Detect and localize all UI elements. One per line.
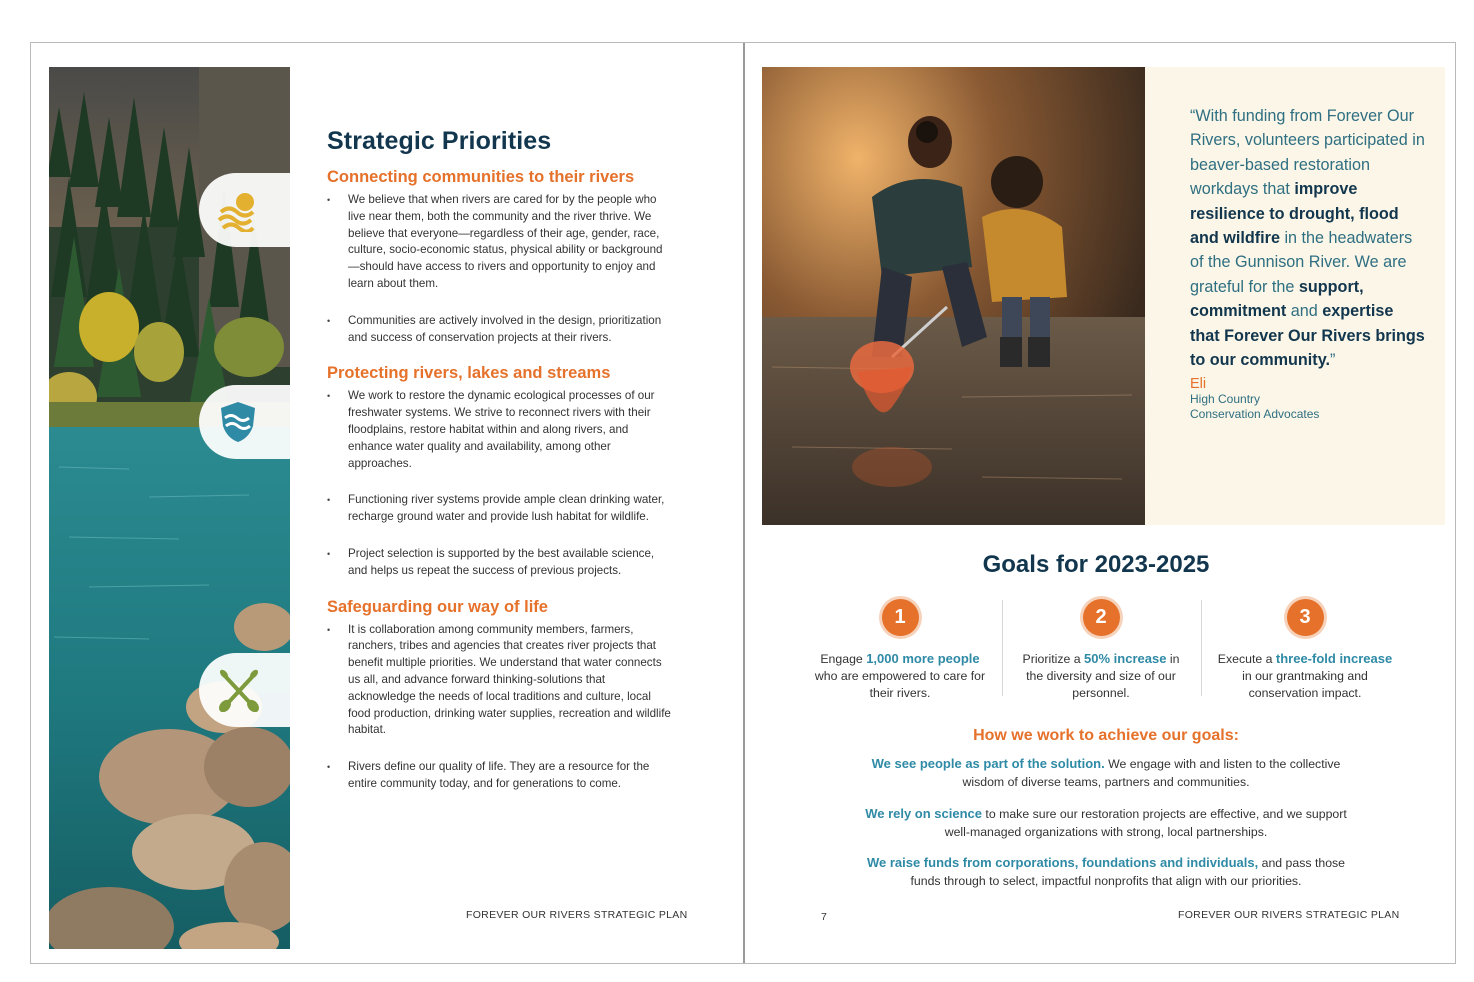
page-footer: FOREVER OUR RIVERS STRATEGIC PLAN xyxy=(1178,909,1400,921)
goal-item xyxy=(1207,599,1403,702)
quote-text: “With funding from Forever Our Rivers, volunteers participated in beaver-based restoration workdays that xyxy=(1190,107,1425,199)
goal-text xyxy=(1003,650,1199,702)
icon-tab-connect xyxy=(199,173,291,247)
quote-author-name: Eli xyxy=(1190,376,1207,393)
page-footer: FOREVER OUR RIVERS STRATEGIC PLAN xyxy=(466,909,688,921)
list-item: • Communities are actively involved in the design, prioritization and success of conservation projects at their rivers. xyxy=(327,313,672,347)
list-item: • We believe that when rivers are cared for by the people who live near them, both the community and the river thrive. We believe that everyone—regardless of their age, gender, race, culture, socio-economic status, physical ability or background—should have access to rivers and opportunity to enjoy and learn about them. xyxy=(327,192,672,293)
list-item: • Functioning river systems provide ample clean drinking water, recharge ground water and provide lush habitat for wildlife. xyxy=(327,492,672,526)
goals-title: Goals for 2023-2025 xyxy=(982,551,1210,578)
list-item: • Rivers define our quality of life. They are a resource for the entire community today, and for generations to come. xyxy=(327,759,672,793)
how-text: We engage with and listen to the collective wisdom of diverse teams, partners and communities. xyxy=(962,757,1341,789)
how-text: and pass those funds through to select, impactful nonprofits that align with our priorities. xyxy=(910,856,1346,888)
goal-divider xyxy=(1201,600,1202,696)
quote-highlight: expertise that Forever Our Rivers brings to our community. xyxy=(1190,302,1425,370)
goal-number-badge: 2 xyxy=(1083,599,1120,636)
goal-text xyxy=(1207,650,1403,702)
how-text: to make sure our restoration projects are effective, and we support well-managed organizations with strong, local partnerships. xyxy=(944,807,1347,839)
how-item xyxy=(851,854,1361,890)
goal-highlight: 1,000 more people xyxy=(866,651,980,666)
icon-tab-protect xyxy=(199,385,291,459)
testimonial-box xyxy=(1145,67,1445,525)
strategic-priorities-section xyxy=(327,127,672,813)
goal-text-part: Prioritize a xyxy=(1022,652,1085,666)
goal-text-part: in our grantmaking and conservation impact. xyxy=(1242,669,1368,700)
how-highlight: We see people as part of the solution. xyxy=(871,756,1105,771)
how-we-work-title: How we work to achieve our goals: xyxy=(973,727,1239,744)
quote-author-org: Conservation Advocates xyxy=(1190,407,1320,422)
goal-text-part: in the diversity and size of our personnel. xyxy=(1026,652,1180,700)
how-item xyxy=(851,805,1361,841)
how-highlight: We rely on science xyxy=(865,806,983,821)
section-heading: Connecting communities to their rivers xyxy=(327,168,635,186)
crossed-paddles-icon xyxy=(217,668,261,712)
father-child-river-photo xyxy=(762,67,1145,525)
testimonial-quote xyxy=(1190,104,1425,372)
bullet-list xyxy=(327,388,672,579)
bullet-list xyxy=(327,192,672,346)
sun-water-icon xyxy=(217,188,261,232)
page-number: 7 xyxy=(821,911,827,923)
goal-item xyxy=(1003,599,1199,702)
goal-item xyxy=(802,599,998,702)
quote-highlight: support, commitment xyxy=(1190,277,1364,321)
icon-tab-safeguard xyxy=(199,653,291,727)
how-highlight: We raise funds from corporations, foundations and individuals, xyxy=(866,855,1259,870)
goal-highlight: 50% increase xyxy=(1084,651,1167,666)
goal-text-part: who are empowered to care for their rivers. xyxy=(814,669,986,700)
page-gutter xyxy=(743,43,745,963)
goal-number-badge: 3 xyxy=(1287,599,1324,636)
quote-highlight: improve resilience to drought, flood and wildfire xyxy=(1190,180,1399,248)
shield-wave-icon xyxy=(217,400,259,444)
list-item: • Project selection is supported by the best available science, and helps us repeat the success of previous projects. xyxy=(327,546,672,580)
list-item: • It is collaboration among community members, farmers, ranchers, tribes and agencies that creates river projects that benefit multiple priorities. We understand that water connects us all, and advance forward thinking-solutions that acknowledge the needs of local traditions and culture, local food production, drinking water supplies, recreation and wildlife habitat. xyxy=(327,622,672,740)
goal-text xyxy=(802,650,998,702)
goal-highlight: three-fold increase xyxy=(1275,651,1393,666)
bullet-list xyxy=(327,622,672,793)
section-heading: Protecting rivers, lakes and streams xyxy=(327,364,611,383)
list-item: • We work to restore the dynamic ecological processes of our freshwater systems. We strive to reconnect rivers with their floodplains, restore habitat within and along rivers, and enhance water quality and availability, among other approaches. xyxy=(327,388,672,472)
goal-text-part: Engage xyxy=(820,652,867,666)
brochure-spread xyxy=(30,42,1456,964)
quote-author-org: High Country xyxy=(1190,392,1261,407)
page-title: Strategic Priorities xyxy=(327,127,552,155)
quote-text: ” xyxy=(1330,351,1336,370)
goal-number-badge: 1 xyxy=(882,599,919,636)
quote-text: and xyxy=(1286,302,1323,321)
quote-text: in the headwaters of the Gunnison River. We are grateful for the xyxy=(1190,229,1413,296)
how-item xyxy=(851,755,1361,791)
goal-text-part: Execute a xyxy=(1217,652,1276,666)
section-heading: Safeguarding our way of life xyxy=(327,597,548,616)
